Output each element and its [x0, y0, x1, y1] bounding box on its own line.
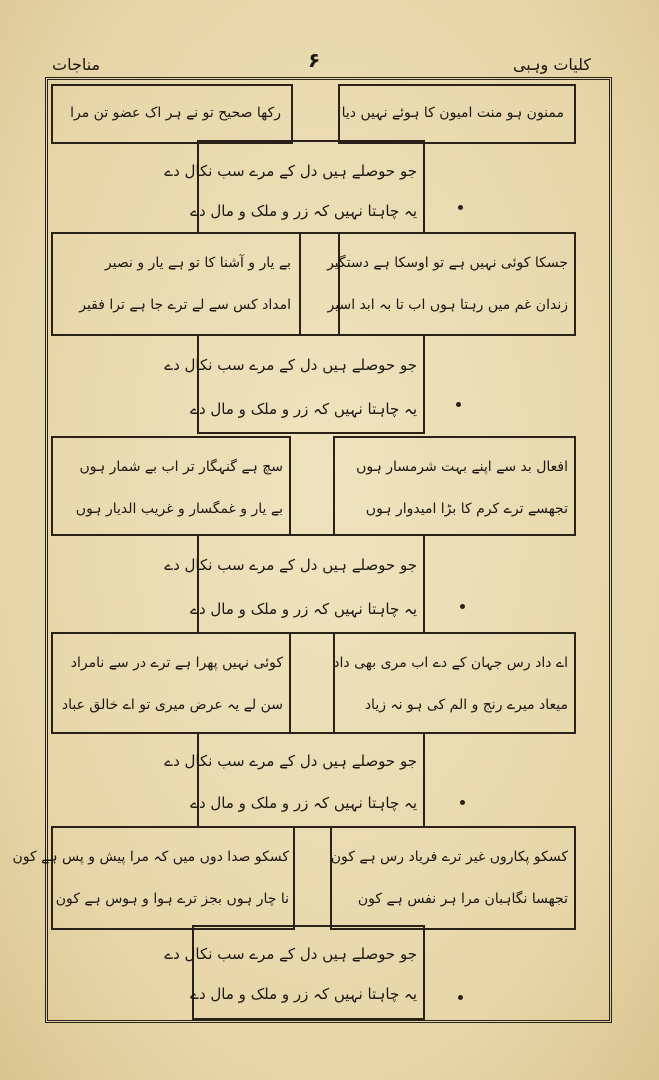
refrain-line: یہ چاہتا نہیں کہ زر و ملک و مال دے [190, 400, 417, 418]
refrain-line: یہ چاہتا نہیں کہ زر و ملک و مال دے [190, 600, 417, 618]
verse-line: بے یار و غمگسار و غریب الدیار ہوں [75, 501, 283, 517]
ink-dot [458, 205, 463, 210]
refrain-cell [164, 732, 425, 828]
refrain-line: یہ چاہتا نہیں کہ زر و ملک و مال دے [190, 794, 417, 812]
verse-line: زندان غم میں رہتا ہوں اب تا بہ ابد اسیر [327, 297, 568, 313]
stanza-5-right-cell [333, 436, 576, 536]
verse-line: امداد کس سے لے ترے جا ہے ترا فقیر [79, 297, 291, 313]
ink-dot [460, 604, 465, 609]
stanza-7-left-cell [51, 632, 291, 734]
refrain-line: یہ چاہتا نہیں کہ زر و ملک و مال دے [190, 202, 417, 220]
stanza-3-left-cell [51, 232, 301, 336]
verse-line: کسکو پکاروں غیر ترے فریاد رس ہے کون [330, 849, 568, 865]
stanza-1-right-cell [338, 84, 576, 144]
verse-line: کوئی نہیں پھرا ہے ترے در سے نامراد [70, 655, 283, 671]
refrain-line: جو حوصلے ہیں دل کے مرے سب نکال دے [164, 556, 417, 574]
verse-line: نا چار ہوں بجز ترے ہوا و ہوس ہے کون [55, 891, 289, 907]
verse-line: ممنون ہو منت امیون کا ہوئے نہیں دیا [341, 105, 564, 121]
verse-line: اے داد رس جہان کے دے اب مری بھی داد [333, 655, 568, 671]
verse-line: تجھسا نگاہبان مرا ہر نفس ہے کون [357, 891, 568, 907]
verse-line: کسکو صدا دوں میں کہ مرا پیش و پس ہے کون [12, 849, 289, 865]
stanza-7-right-cell [333, 632, 576, 734]
refrain-line: یہ چاہتا نہیں کہ زر و ملک و مال دے [190, 985, 417, 1003]
verse-line: رکھا صحیح تو نے ہر اک عضو تن مرا [70, 105, 281, 121]
refrain-line: جو حوصلے ہیں دل کے مرے سب نکال دے [164, 162, 417, 180]
verse-line: سچ ہے گنہگار تر اب بے شمار ہوں [79, 459, 283, 475]
refrain-line: جو حوصلے ہیں دل کے مرے سب نکال دے [164, 945, 417, 963]
verse-line: سن لے یہ عرض میری تو اے خالق عباد [61, 697, 283, 713]
refrain-cell [164, 534, 425, 634]
stanza-9-left-cell [12, 826, 295, 930]
ink-dot [458, 995, 463, 1000]
section-title: مناجات [52, 55, 101, 74]
verse-line: افعال بد سے اپنے بہت شرمسار ہوں [356, 459, 568, 475]
refrain-cell [164, 334, 425, 434]
book-title: کلیات وہبی [512, 55, 591, 74]
verse-line: میعاد میرے رنج و الم کی ہو نہ زیاد [364, 697, 568, 713]
page-number: ۶ [308, 48, 321, 72]
refrain-line: جو حوصلے ہیں دل کے مرے سب نکال دے [164, 752, 417, 770]
ink-dot [456, 402, 461, 407]
ink-dot [460, 800, 465, 805]
stanza-9-right-cell [330, 826, 576, 930]
stanza-5-left-cell [51, 436, 291, 536]
refrain-line: جو حوصلے ہیں دل کے مرے سب نکال دے [164, 356, 417, 374]
refrain-cell [164, 925, 425, 1020]
verse-line: بے یار و آشنا کا تو ہے یار و نصیر [104, 255, 291, 271]
refrain-cell [164, 140, 425, 234]
verse-line: تجھسے ترے کرم کا بڑا امیدوار ہوں [365, 501, 568, 517]
stanza-1-left-cell [51, 84, 293, 144]
verse-line: جسکا کوئی نہیں ہے تو اوسکا ہے دستگیر [327, 255, 568, 271]
stanza-3-right-cell [327, 232, 576, 336]
